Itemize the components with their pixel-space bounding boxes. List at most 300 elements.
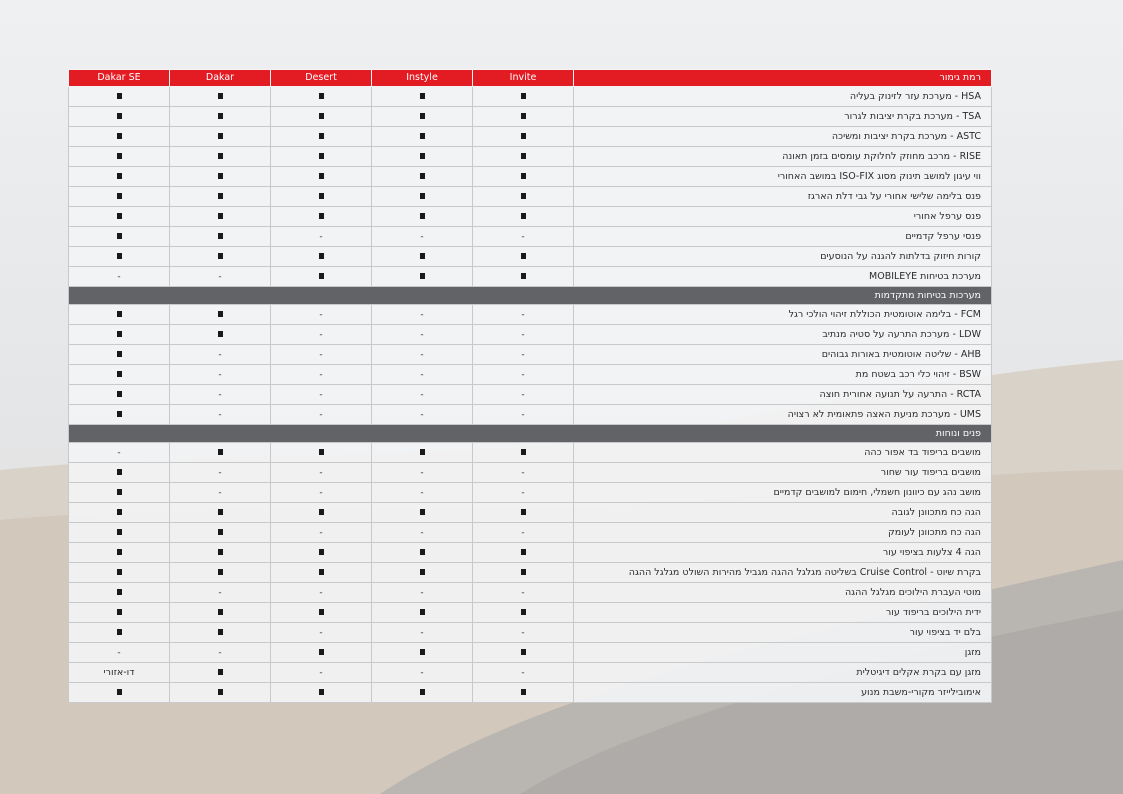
not-included-marker: - bbox=[420, 587, 424, 598]
cell-invite bbox=[473, 365, 574, 385]
cell-dakar-se bbox=[69, 683, 170, 703]
included-marker-icon bbox=[521, 273, 526, 279]
not-included-marker: - bbox=[521, 527, 525, 538]
cell-dakar-se bbox=[69, 563, 170, 583]
cell-dakar bbox=[170, 365, 271, 385]
cell-desert bbox=[271, 345, 372, 365]
included-marker-icon bbox=[117, 529, 122, 535]
included-marker-icon bbox=[117, 253, 122, 259]
included-marker-icon bbox=[319, 153, 324, 159]
cell-dakar bbox=[170, 247, 271, 267]
included-marker-icon bbox=[117, 391, 122, 397]
included-marker-icon bbox=[117, 133, 122, 139]
not-included-marker: - bbox=[420, 329, 424, 340]
cell-instyle bbox=[372, 643, 473, 663]
included-marker-icon bbox=[319, 649, 324, 655]
included-marker-icon bbox=[521, 173, 526, 179]
cell-dakar-se bbox=[69, 325, 170, 345]
table-row bbox=[69, 663, 992, 683]
cell-dakar bbox=[170, 503, 271, 523]
cell-invite bbox=[473, 227, 574, 247]
cell-instyle bbox=[372, 543, 473, 563]
header-row bbox=[69, 70, 992, 87]
included-marker-icon bbox=[521, 113, 526, 119]
cell-instyle bbox=[372, 187, 473, 207]
feature-label: מושבים בריפוד עור שחור bbox=[574, 463, 992, 483]
cell-dakar bbox=[170, 345, 271, 365]
feature-label: מערכת בטיחות MOBILEYE bbox=[574, 267, 992, 287]
cell-instyle bbox=[372, 483, 473, 503]
included-marker-icon bbox=[218, 549, 223, 555]
table-row bbox=[69, 187, 992, 207]
included-marker-icon bbox=[420, 113, 425, 119]
section-header-row bbox=[69, 287, 992, 305]
included-marker-icon bbox=[218, 449, 223, 455]
cell-dakar-se bbox=[69, 443, 170, 463]
cell-dakar-se bbox=[69, 523, 170, 543]
cell-dakar bbox=[170, 227, 271, 247]
cell-dakar-se bbox=[69, 405, 170, 425]
feature-label: הגה 4 צלעות בציפוי עור bbox=[574, 543, 992, 563]
cell-invite bbox=[473, 543, 574, 563]
col-header-trim-level: רמת גימור bbox=[574, 70, 992, 87]
included-marker-icon bbox=[117, 609, 122, 615]
cell-invite bbox=[473, 247, 574, 267]
table-row bbox=[69, 365, 992, 385]
included-marker-icon bbox=[319, 213, 324, 219]
included-marker-icon bbox=[117, 689, 122, 695]
table-row bbox=[69, 345, 992, 365]
cell-dakar bbox=[170, 385, 271, 405]
cell-desert bbox=[271, 603, 372, 623]
not-included-marker: - bbox=[218, 271, 222, 282]
cell-desert bbox=[271, 543, 372, 563]
table-row bbox=[69, 147, 992, 167]
not-included-marker: - bbox=[218, 647, 222, 658]
not-included-marker: - bbox=[319, 231, 323, 242]
included-marker-icon bbox=[420, 649, 425, 655]
cell-dakar-se bbox=[69, 385, 170, 405]
cell-desert bbox=[271, 563, 372, 583]
feature-label: HSA - מערכת עזר לזינוק בעליה bbox=[574, 87, 992, 107]
included-marker-icon bbox=[218, 193, 223, 199]
included-marker-icon bbox=[117, 233, 122, 239]
trim-features-table bbox=[68, 69, 992, 703]
table-row bbox=[69, 385, 992, 405]
cell-dakar-se bbox=[69, 187, 170, 207]
not-included-marker: - bbox=[521, 467, 525, 478]
not-included-marker: - bbox=[420, 487, 424, 498]
table-row bbox=[69, 227, 992, 247]
cell-dakar bbox=[170, 147, 271, 167]
cell-dakar bbox=[170, 543, 271, 563]
feature-label: קורות חיזוק בדלתות להגנה על הנוסעים bbox=[574, 247, 992, 267]
feature-label: UMS - מערכת מניעת האצה פתאומית לא רצויה bbox=[574, 405, 992, 425]
included-marker-icon bbox=[218, 133, 223, 139]
cell-dakar bbox=[170, 663, 271, 683]
cell-invite bbox=[473, 127, 574, 147]
table-row bbox=[69, 87, 992, 107]
col-header-instyle: Instyle bbox=[372, 70, 473, 87]
cell-instyle bbox=[372, 663, 473, 683]
included-marker-icon bbox=[319, 93, 324, 99]
included-marker-icon bbox=[521, 689, 526, 695]
cell-dakar-se bbox=[69, 147, 170, 167]
not-included-marker: - bbox=[117, 447, 121, 458]
not-included-marker: - bbox=[319, 389, 323, 400]
not-included-marker: - bbox=[420, 349, 424, 360]
table-row bbox=[69, 503, 992, 523]
cell-instyle bbox=[372, 305, 473, 325]
cell-invite bbox=[473, 603, 574, 623]
cell-invite bbox=[473, 345, 574, 365]
included-marker-icon bbox=[218, 689, 223, 695]
cell-dakar bbox=[170, 267, 271, 287]
cell-invite bbox=[473, 643, 574, 663]
not-included-marker: - bbox=[420, 369, 424, 380]
included-marker-icon bbox=[420, 449, 425, 455]
included-marker-icon bbox=[218, 253, 223, 259]
cell-invite bbox=[473, 503, 574, 523]
included-marker-icon bbox=[117, 569, 122, 575]
table-row bbox=[69, 167, 992, 187]
included-marker-icon bbox=[117, 113, 122, 119]
included-marker-icon bbox=[117, 213, 122, 219]
cell-instyle bbox=[372, 247, 473, 267]
feature-label: מזגן bbox=[574, 643, 992, 663]
col-header-desert: Desert bbox=[271, 70, 372, 87]
cell-desert bbox=[271, 623, 372, 643]
cell-dakar-se bbox=[69, 127, 170, 147]
cell-desert bbox=[271, 365, 372, 385]
included-marker-icon bbox=[521, 133, 526, 139]
table-row bbox=[69, 603, 992, 623]
cell-dakar-se bbox=[69, 167, 170, 187]
table-row bbox=[69, 483, 992, 503]
not-included-marker: - bbox=[521, 409, 525, 420]
table-row bbox=[69, 543, 992, 563]
not-included-marker: - bbox=[420, 309, 424, 320]
included-marker-icon bbox=[117, 411, 122, 417]
table-row bbox=[69, 583, 992, 603]
cell-instyle bbox=[372, 583, 473, 603]
not-included-marker: - bbox=[521, 329, 525, 340]
cell-desert bbox=[271, 187, 372, 207]
cell-dakar-se bbox=[69, 247, 170, 267]
included-marker-icon bbox=[117, 489, 122, 495]
cell-instyle bbox=[372, 603, 473, 623]
feature-label: פנסי ערפל קדמיים bbox=[574, 227, 992, 247]
included-marker-icon bbox=[420, 173, 425, 179]
not-included-marker: - bbox=[319, 587, 323, 598]
cell-instyle bbox=[372, 207, 473, 227]
cell-invite bbox=[473, 147, 574, 167]
cell-dakar bbox=[170, 683, 271, 703]
cell-dakar bbox=[170, 187, 271, 207]
included-marker-icon bbox=[319, 193, 324, 199]
cell-invite bbox=[473, 683, 574, 703]
included-marker-icon bbox=[319, 609, 324, 615]
cell-invite bbox=[473, 443, 574, 463]
included-marker-icon bbox=[420, 253, 425, 259]
not-included-marker: - bbox=[218, 409, 222, 420]
not-included-marker: - bbox=[319, 409, 323, 420]
included-marker-icon bbox=[218, 213, 223, 219]
included-marker-icon bbox=[117, 153, 122, 159]
not-included-marker: - bbox=[218, 389, 222, 400]
cell-dakar-se bbox=[69, 543, 170, 563]
feature-label: הגה כח מתכוונן לגובה bbox=[574, 503, 992, 523]
not-included-marker: - bbox=[420, 627, 424, 638]
included-marker-icon bbox=[319, 253, 324, 259]
cell-desert bbox=[271, 443, 372, 463]
included-marker-icon bbox=[521, 649, 526, 655]
included-marker-icon bbox=[521, 153, 526, 159]
col-header-dakar: Dakar bbox=[170, 70, 271, 87]
table-body bbox=[69, 70, 992, 703]
cell-dakar-se bbox=[69, 227, 170, 247]
cell-invite bbox=[473, 405, 574, 425]
cell-invite bbox=[473, 107, 574, 127]
included-marker-icon bbox=[117, 629, 122, 635]
cell-instyle bbox=[372, 443, 473, 463]
cell-invite bbox=[473, 207, 574, 227]
table-row bbox=[69, 207, 992, 227]
not-included-marker: - bbox=[319, 369, 323, 380]
cell-dakar-se bbox=[69, 305, 170, 325]
cell-invite bbox=[473, 583, 574, 603]
cell-dakar bbox=[170, 643, 271, 663]
section-title: מערכות בטיחות מתקדמות bbox=[69, 287, 992, 305]
feature-label: בלם יד בציפוי עור bbox=[574, 623, 992, 643]
included-marker-icon bbox=[420, 153, 425, 159]
cell-instyle bbox=[372, 683, 473, 703]
included-marker-icon bbox=[218, 529, 223, 535]
not-included-marker: - bbox=[521, 369, 525, 380]
cell-invite bbox=[473, 167, 574, 187]
not-included-marker: - bbox=[319, 487, 323, 498]
included-marker-icon bbox=[420, 509, 425, 515]
cell-value: דו-אזורי bbox=[103, 666, 135, 678]
cell-instyle bbox=[372, 365, 473, 385]
feature-label: הגה כח מתכוונן לעומק bbox=[574, 523, 992, 543]
included-marker-icon bbox=[117, 589, 122, 595]
included-marker-icon bbox=[218, 509, 223, 515]
cell-dakar-se bbox=[69, 87, 170, 107]
cell-dakar bbox=[170, 207, 271, 227]
cell-instyle bbox=[372, 463, 473, 483]
included-marker-icon bbox=[218, 569, 223, 575]
included-marker-icon bbox=[521, 449, 526, 455]
cell-desert bbox=[271, 385, 372, 405]
cell-dakar bbox=[170, 167, 271, 187]
cell-instyle bbox=[372, 563, 473, 583]
included-marker-icon bbox=[420, 193, 425, 199]
included-marker-icon bbox=[319, 689, 324, 695]
feature-label: TSA - מערכת בקרת יציבות לגרור bbox=[574, 107, 992, 127]
cell-invite bbox=[473, 563, 574, 583]
feature-label: ווי עיגון למושב תינוק מסוג ISO-FIX במושב האחורי bbox=[574, 167, 992, 187]
cell-desert bbox=[271, 663, 372, 683]
not-included-marker: - bbox=[218, 487, 222, 498]
included-marker-icon bbox=[117, 469, 122, 475]
cell-desert bbox=[271, 247, 372, 267]
cell-dakar-se bbox=[69, 483, 170, 503]
included-marker-icon bbox=[420, 569, 425, 575]
not-included-marker: - bbox=[319, 309, 323, 320]
not-included-marker: - bbox=[521, 231, 525, 242]
cell-desert bbox=[271, 267, 372, 287]
not-included-marker: - bbox=[117, 647, 121, 658]
cell-dakar bbox=[170, 623, 271, 643]
table-row bbox=[69, 405, 992, 425]
cell-instyle bbox=[372, 385, 473, 405]
cell-invite bbox=[473, 385, 574, 405]
cell-desert bbox=[271, 207, 372, 227]
included-marker-icon bbox=[218, 669, 223, 675]
table-row bbox=[69, 623, 992, 643]
cell-instyle bbox=[372, 345, 473, 365]
feature-label: פנס ערפל אחורי bbox=[574, 207, 992, 227]
not-included-marker: - bbox=[420, 409, 424, 420]
cell-instyle bbox=[372, 405, 473, 425]
cell-desert bbox=[271, 643, 372, 663]
cell-dakar-se bbox=[69, 623, 170, 643]
table-row bbox=[69, 247, 992, 267]
included-marker-icon bbox=[420, 273, 425, 279]
cell-dakar bbox=[170, 127, 271, 147]
feature-label: BSW - זיהוי כלי רכב בשטח מת bbox=[574, 365, 992, 385]
cell-dakar bbox=[170, 443, 271, 463]
cell-instyle bbox=[372, 623, 473, 643]
not-included-marker: - bbox=[218, 467, 222, 478]
cell-dakar bbox=[170, 87, 271, 107]
cell-invite bbox=[473, 483, 574, 503]
cell-dakar-se bbox=[69, 207, 170, 227]
table-row bbox=[69, 443, 992, 463]
feature-label: מוטי העברת הילוכים מגלגל ההגה bbox=[574, 583, 992, 603]
cell-desert bbox=[271, 107, 372, 127]
not-included-marker: - bbox=[420, 667, 424, 678]
feature-label: RCTA - התרעה על תנועה אחורית חוצה bbox=[574, 385, 992, 405]
table-row bbox=[69, 267, 992, 287]
feature-label: מושבים בריפוד בד אפור כהה bbox=[574, 443, 992, 463]
table-row bbox=[69, 305, 992, 325]
not-included-marker: - bbox=[117, 271, 121, 282]
cell-instyle bbox=[372, 167, 473, 187]
cell-instyle bbox=[372, 325, 473, 345]
cell-desert bbox=[271, 583, 372, 603]
included-marker-icon bbox=[218, 113, 223, 119]
not-included-marker: - bbox=[218, 369, 222, 380]
feature-label: פנס בלימה שלישי אחורי על גבי דלת הארגז bbox=[574, 187, 992, 207]
cell-dakar-se bbox=[69, 345, 170, 365]
not-included-marker: - bbox=[319, 467, 323, 478]
not-included-marker: - bbox=[319, 527, 323, 538]
col-header-dakar-se: Dakar SE bbox=[69, 70, 170, 87]
feature-label: מזגן עם בקרת אקלים דיגיטלית bbox=[574, 663, 992, 683]
cell-desert bbox=[271, 325, 372, 345]
cell-dakar bbox=[170, 523, 271, 543]
not-included-marker: - bbox=[420, 231, 424, 242]
included-marker-icon bbox=[218, 153, 223, 159]
not-included-marker: - bbox=[521, 309, 525, 320]
cell-dakar-se bbox=[69, 663, 170, 683]
feature-label: RISE - מרכב מחוזק לחלוקת עומסים בזמן תאונה bbox=[574, 147, 992, 167]
feature-label: אימובילייזר מקורי-משבת מנוע bbox=[574, 683, 992, 703]
cell-instyle bbox=[372, 87, 473, 107]
included-marker-icon bbox=[218, 93, 223, 99]
cell-instyle bbox=[372, 127, 473, 147]
not-included-marker: - bbox=[521, 667, 525, 678]
table-row bbox=[69, 127, 992, 147]
cell-desert bbox=[271, 227, 372, 247]
not-included-marker: - bbox=[420, 467, 424, 478]
feature-label: LDW - מערכת התרעה על סטיה מנתיב bbox=[574, 325, 992, 345]
cell-desert bbox=[271, 463, 372, 483]
cell-instyle bbox=[372, 503, 473, 523]
cell-dakar bbox=[170, 563, 271, 583]
cell-dakar-se bbox=[69, 267, 170, 287]
cell-invite bbox=[473, 463, 574, 483]
cell-invite bbox=[473, 663, 574, 683]
included-marker-icon bbox=[218, 233, 223, 239]
cell-desert bbox=[271, 147, 372, 167]
included-marker-icon bbox=[319, 569, 324, 575]
cell-dakar bbox=[170, 305, 271, 325]
included-marker-icon bbox=[319, 113, 324, 119]
included-marker-icon bbox=[420, 133, 425, 139]
included-marker-icon bbox=[521, 569, 526, 575]
section-header-row bbox=[69, 425, 992, 443]
not-included-marker: - bbox=[521, 627, 525, 638]
not-included-marker: - bbox=[319, 627, 323, 638]
cell-dakar bbox=[170, 325, 271, 345]
not-included-marker: - bbox=[521, 389, 525, 400]
not-included-marker: - bbox=[521, 349, 525, 360]
cell-invite bbox=[473, 87, 574, 107]
included-marker-icon bbox=[319, 133, 324, 139]
table-row bbox=[69, 563, 992, 583]
cell-invite bbox=[473, 305, 574, 325]
included-marker-icon bbox=[521, 213, 526, 219]
included-marker-icon bbox=[218, 629, 223, 635]
cell-instyle bbox=[372, 227, 473, 247]
included-marker-icon bbox=[117, 331, 122, 337]
cell-desert bbox=[271, 483, 372, 503]
included-marker-icon bbox=[420, 689, 425, 695]
table-row bbox=[69, 325, 992, 345]
cell-dakar bbox=[170, 405, 271, 425]
table-row bbox=[69, 523, 992, 543]
cell-invite bbox=[473, 623, 574, 643]
cell-dakar bbox=[170, 603, 271, 623]
table-row bbox=[69, 643, 992, 663]
included-marker-icon bbox=[117, 93, 122, 99]
not-included-marker: - bbox=[521, 587, 525, 598]
included-marker-icon bbox=[319, 509, 324, 515]
cell-dakar-se bbox=[69, 643, 170, 663]
cell-dakar bbox=[170, 107, 271, 127]
cell-dakar bbox=[170, 463, 271, 483]
cell-dakar-se bbox=[69, 463, 170, 483]
cell-invite bbox=[473, 267, 574, 287]
cell-desert bbox=[271, 305, 372, 325]
not-included-marker: - bbox=[420, 389, 424, 400]
included-marker-icon bbox=[117, 351, 122, 357]
cell-invite bbox=[473, 187, 574, 207]
included-marker-icon bbox=[521, 93, 526, 99]
